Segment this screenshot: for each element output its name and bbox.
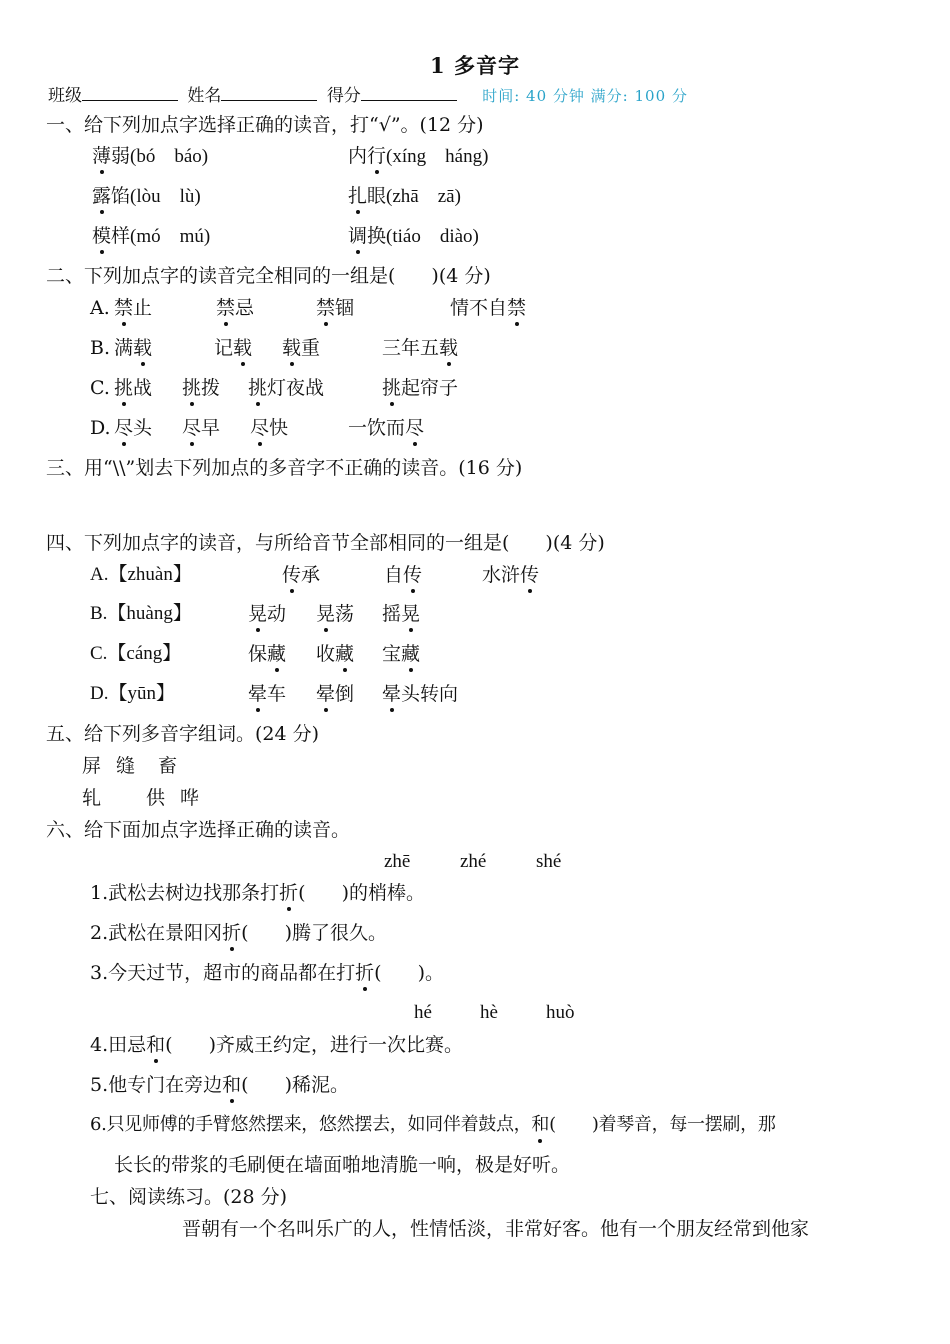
s6-question-4: 4.田忌和( )齐威王约定，进行一次比赛。 <box>90 1034 463 1056</box>
dotted-char: 折 <box>279 882 299 904</box>
section-5-heading: 五、给下列多音字组词。(24 分) <box>46 723 320 745</box>
dotted-char: 和 <box>222 1074 242 1096</box>
reading-paragraph: 晋朝有一个名叫乐广的人，性情恬淡，非常好客。他有一个朋友经常到他家 <box>182 1218 810 1240</box>
name-label: 姓名 <box>187 86 222 106</box>
s1-item-3: 露馅(lòu lù) <box>92 185 201 207</box>
time-info: 时间: 40 分钟 满分: 100 分 <box>482 87 688 105</box>
s2-option-c: C. 挑战 挑拨 挑灯夜战 挑起帘子 <box>90 377 459 399</box>
dotted-char: 禁 <box>114 297 134 319</box>
info-bar <box>48 82 688 110</box>
s4-option-c: C.【cáng】 保藏 收藏 宝藏 <box>90 643 421 665</box>
s1-item-4: 扎眼(zhā zā) <box>348 185 461 207</box>
s6-question-2: 2.武松在景阳冈折( )腾了很久。 <box>90 922 387 944</box>
dotted-char: 传 <box>520 564 540 586</box>
s4-option-d: D.【yūn】 晕车 晕倒 晕头转向 <box>90 683 459 705</box>
dotted-char: 晃 <box>401 603 421 625</box>
section-4-heading: 四、下列加点字的读音，与所给音节全部相同的一组是( )(4 分) <box>46 532 605 554</box>
s2-option-d: D. 尽头 尽早 尽快 一饮而尽 <box>90 417 425 439</box>
s6-pinyin-options-1: zhē zhé shé <box>384 851 562 872</box>
dotted-char: 载 <box>439 337 459 359</box>
dotted-char: 扎 <box>348 185 368 207</box>
s5-line-2: 轧 供 哗 <box>82 787 200 809</box>
dotted-char: 尽 <box>182 417 202 439</box>
section-6-heading: 六、给下面加点字选择正确的读音。 <box>46 819 351 841</box>
dotted-char: 折 <box>355 962 375 984</box>
dotted-char: 传 <box>403 564 423 586</box>
s6-question-6-cont: 长长的带浆的毛刷便在墙面啪地清脆一响，极是好听。 <box>114 1154 571 1176</box>
class-label: 班级 <box>48 86 82 106</box>
dotted-char: 传 <box>282 564 302 586</box>
name-blank[interactable] <box>221 82 317 101</box>
dotted-char: 薄 <box>92 145 112 167</box>
s2-option-a: A. 禁止 禁忌 禁锢 情不自禁 <box>90 297 527 319</box>
dotted-char: 折 <box>222 922 242 944</box>
dotted-char: 尽 <box>250 417 270 439</box>
dotted-char: 行 <box>367 145 387 167</box>
dotted-char: 晕 <box>316 683 336 705</box>
section-7-heading: 七、阅读练习。(28 分) <box>90 1186 288 1208</box>
dotted-char: 晕 <box>248 683 268 705</box>
dotted-char: 藏 <box>335 643 355 665</box>
s1-item-1: 薄弱(bó báo) <box>92 145 209 167</box>
s6-question-3: 3.今天过节，超市的商品都在打折( )。 <box>90 962 444 984</box>
dotted-char: 和 <box>146 1034 166 1056</box>
dotted-char: 尽 <box>405 417 425 439</box>
score-label: 得分 <box>326 86 361 106</box>
s6-question-6: 6.只见师傅的手臂悠然摆来，悠然摆去，如同伴着鼓点，和( )着琴音，每一摆刷，那 <box>90 1112 776 1140</box>
dotted-char: 藏 <box>267 643 287 665</box>
s4-option-b: B.【huàng】 晃动 晃荡 摇晃 <box>90 603 421 625</box>
dotted-char: 挑 <box>182 377 202 399</box>
s6-question-5: 5.他专门在旁边和( )稀泥。 <box>90 1074 349 1096</box>
dotted-char: 载 <box>233 337 253 359</box>
dotted-char: 露 <box>92 185 112 207</box>
s2-option-b: B. 满载 记载 载重 三年五载 <box>90 337 459 359</box>
s1-item-6: 调换(tiáo diào) <box>348 225 479 247</box>
dotted-char: 禁 <box>507 297 527 319</box>
page-title: 1 多音字 <box>430 53 520 78</box>
s6-pinyin-options-2: hé hè huò <box>414 1002 575 1023</box>
section-3-heading: 三、用“\\”划去下列加点的多音字不正确的读音。(16 分) <box>46 457 523 479</box>
dotted-char: 晕 <box>382 683 402 705</box>
s1-item-2: 内行(xíng háng) <box>348 145 489 167</box>
class-blank[interactable] <box>82 82 178 101</box>
dotted-char: 挑 <box>114 377 134 399</box>
section-2-heading: 二、下列加点字的读音完全相同的一组是( )(4 分) <box>46 265 491 287</box>
dotted-char: 禁 <box>216 297 236 319</box>
dotted-char: 调 <box>348 225 368 247</box>
dotted-char: 尽 <box>114 417 134 439</box>
score-blank[interactable] <box>361 82 457 101</box>
dotted-char: 载 <box>282 337 302 359</box>
dotted-char: 禁 <box>316 297 336 319</box>
s6-question-1: 1.武松去树边找那条打折( )的梢棒。 <box>90 882 425 904</box>
dotted-char: 晃 <box>316 603 336 625</box>
section-1-heading: 一、给下列加点字选择正确的读音，打“√”。(12 分) <box>46 114 484 136</box>
s1-item-5: 模样(mó mú) <box>92 225 211 247</box>
dotted-char: 载 <box>133 337 153 359</box>
dotted-char: 藏 <box>401 643 421 665</box>
dotted-char: 晃 <box>248 603 268 625</box>
dotted-char: 模 <box>92 225 112 247</box>
dotted-char: 挑 <box>248 377 268 399</box>
dotted-char: 和 <box>531 1112 549 1138</box>
s5-line-1: 屏 缝 畜 <box>82 755 178 777</box>
s4-option-a: A.【zhuàn】 传承 自传 水浒传 <box>90 564 540 586</box>
dotted-char: 挑 <box>382 377 402 399</box>
